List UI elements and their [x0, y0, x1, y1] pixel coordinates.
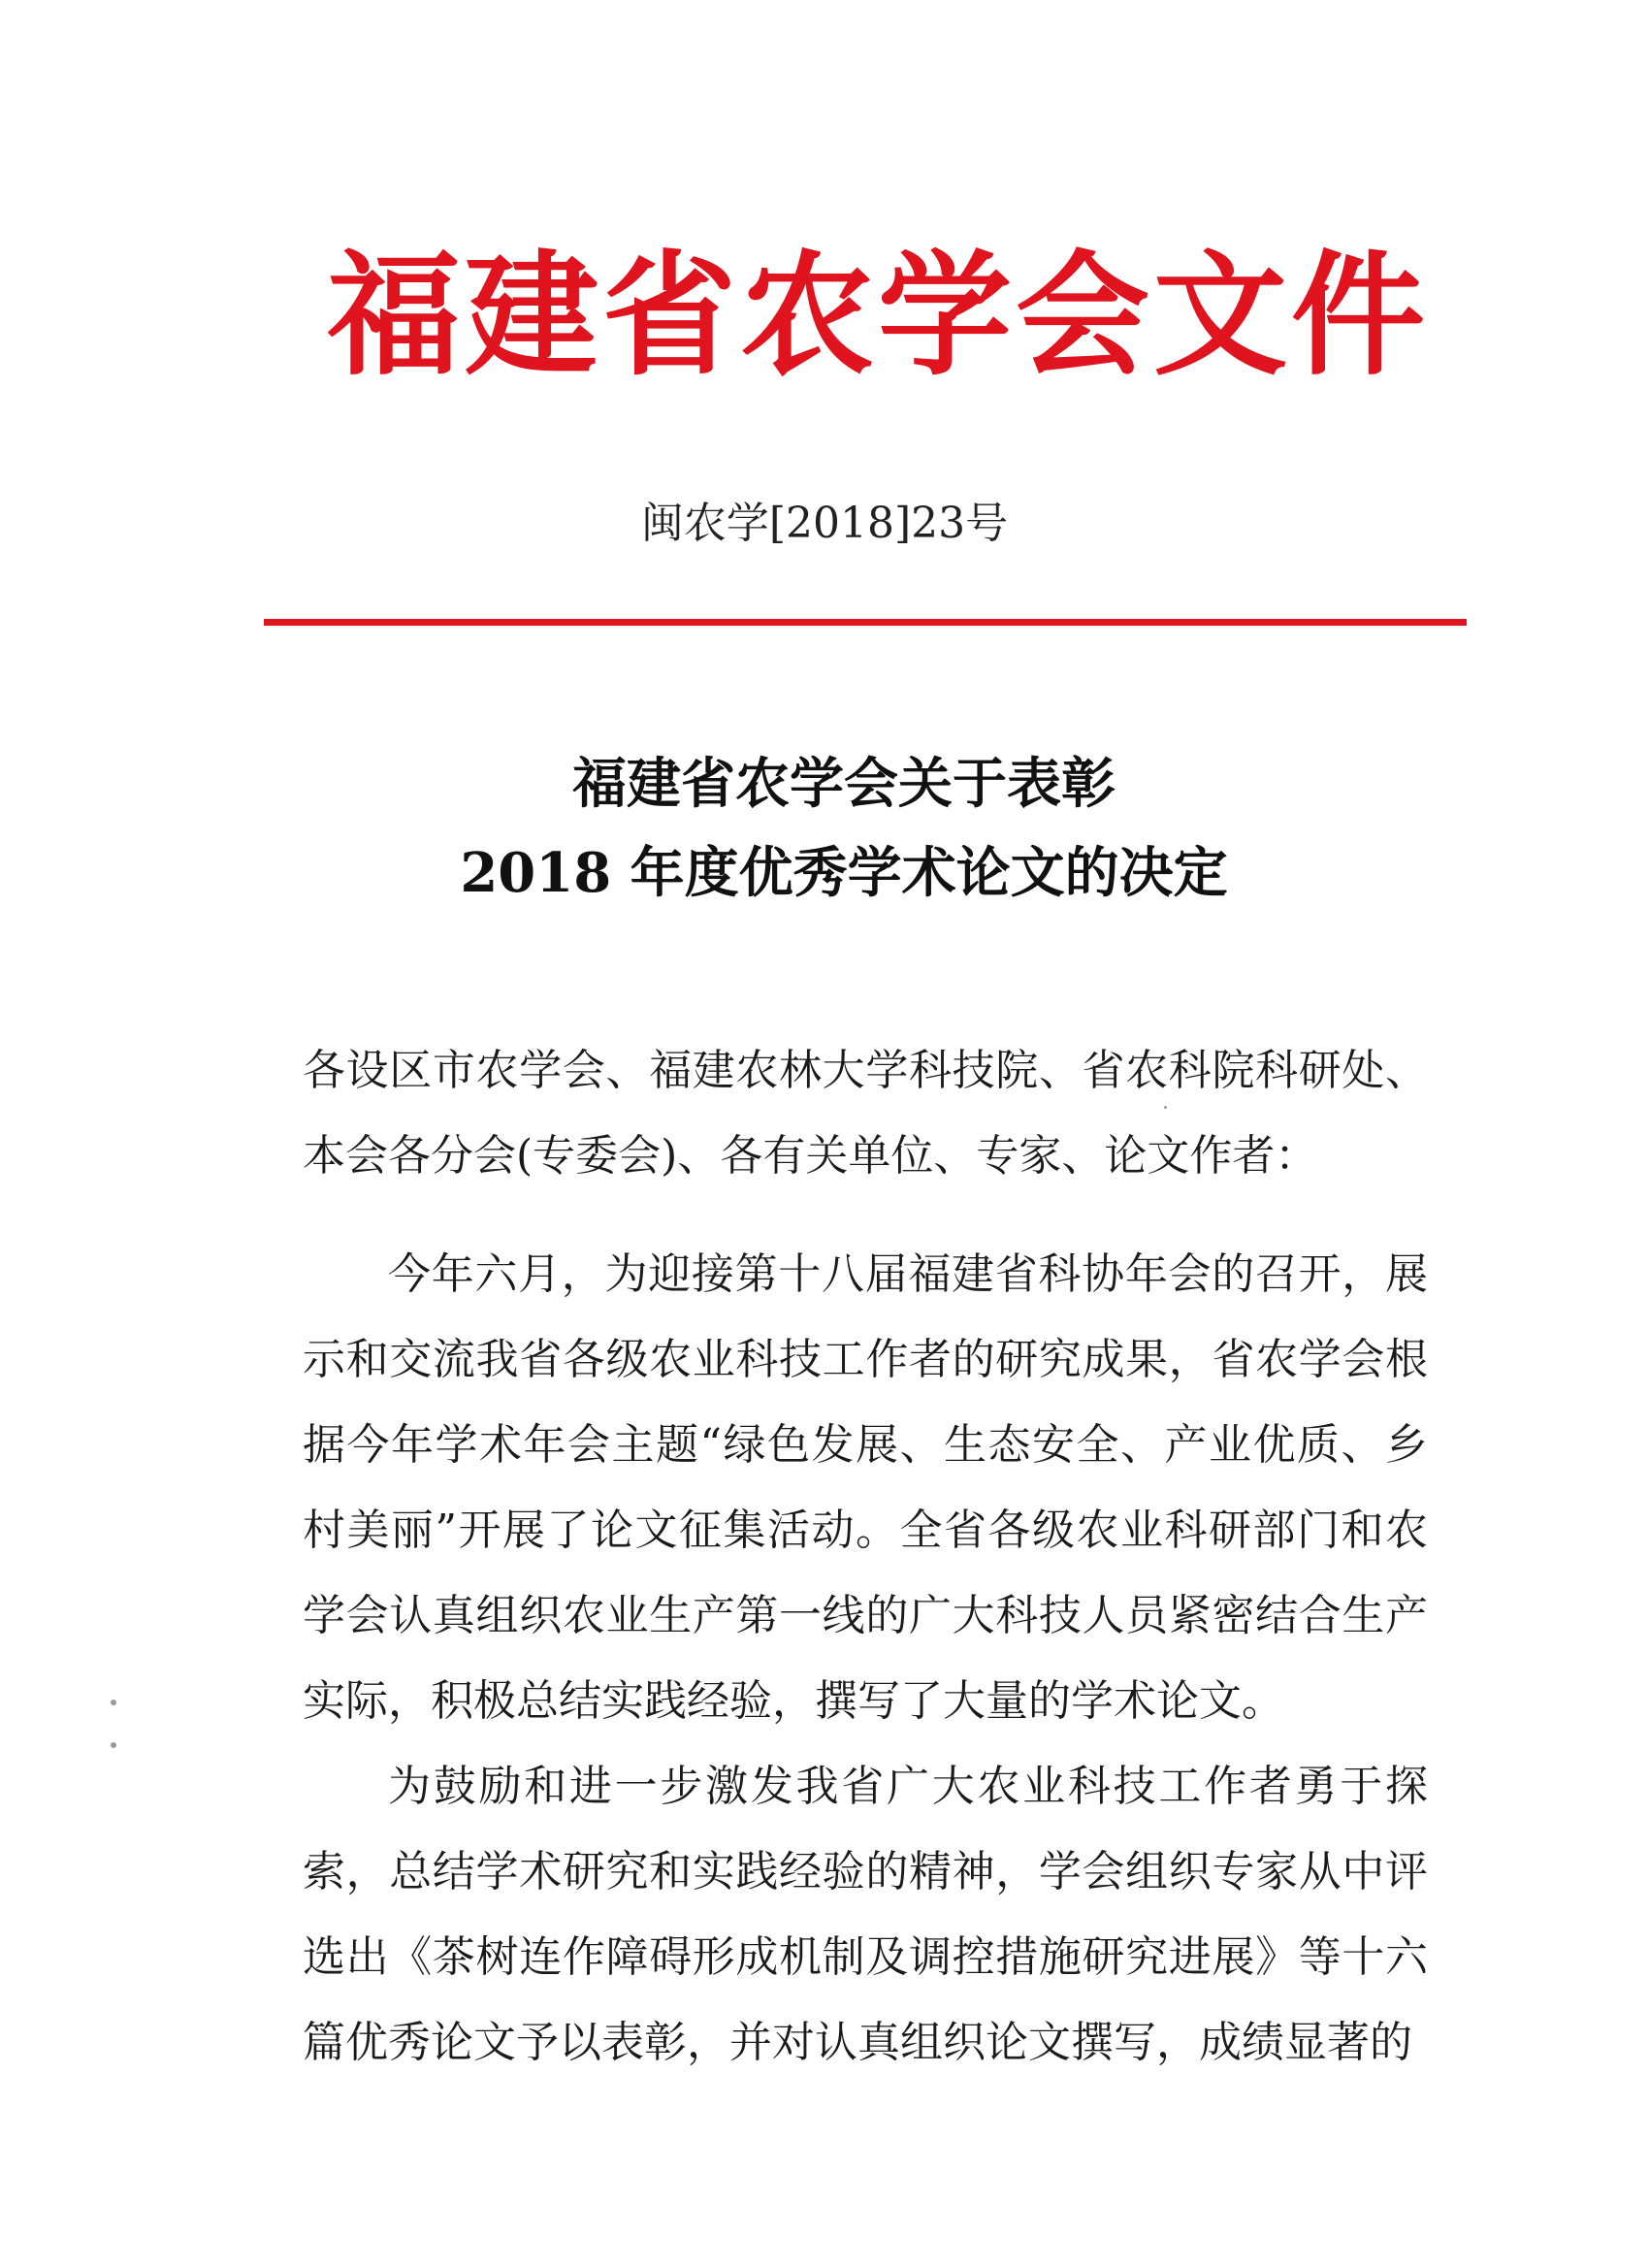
- scan-artifact-dot: [111, 1700, 116, 1705]
- body-paragraph: 今年六月，为迎接第十八届福建省科协年会的召开，展示和交流我省各级农业科技工作者的研究成果，省农学会根据今年学术年会主题“绿色发展、生态安全、产业优质、乡村美丽”开展了论文征集活动。全省各级农业科研部门和农学会认真组织农业生产第一线的广大科技人员紧密结合生产实际，积极总结实践经验，撰写了大量的学术论文。: [303, 1249, 1428, 1726]
- body-paragraph: 为鼓励和进一步激发我省广大农业科技工作者勇于探索，总结学术研究和实践经验的精神，学会组织专家从中评选出《茶树连作障碍形成机制及调控措施研究进展》等十六篇优秀论文予以表彰，并对认真组织论文撰写，成绩显著的: [303, 1762, 1428, 2067]
- org-header-title: 福建省农学会文件: [326, 236, 1429, 394]
- document-body: [303, 1028, 1428, 2086]
- red-divider-line: [264, 619, 1467, 626]
- document-title: [242, 739, 1445, 918]
- salutation: 各设区市农学会、福建农林大学科技院、省农科院科研处、本会各分会(专委会)、各有关单位、专家、论文作者：: [303, 1046, 1428, 1181]
- document-number: 闽农学[2018]23号: [640, 499, 1009, 548]
- document-title-line-1: 福建省农学会关于表彰: [572, 752, 1116, 816]
- scan-artifact-dot: [111, 1742, 116, 1748]
- scan-artifact-dot: [1164, 1106, 1167, 1109]
- document-title-line-2: 2018 年度优秀学术论文的决定: [460, 841, 1228, 905]
